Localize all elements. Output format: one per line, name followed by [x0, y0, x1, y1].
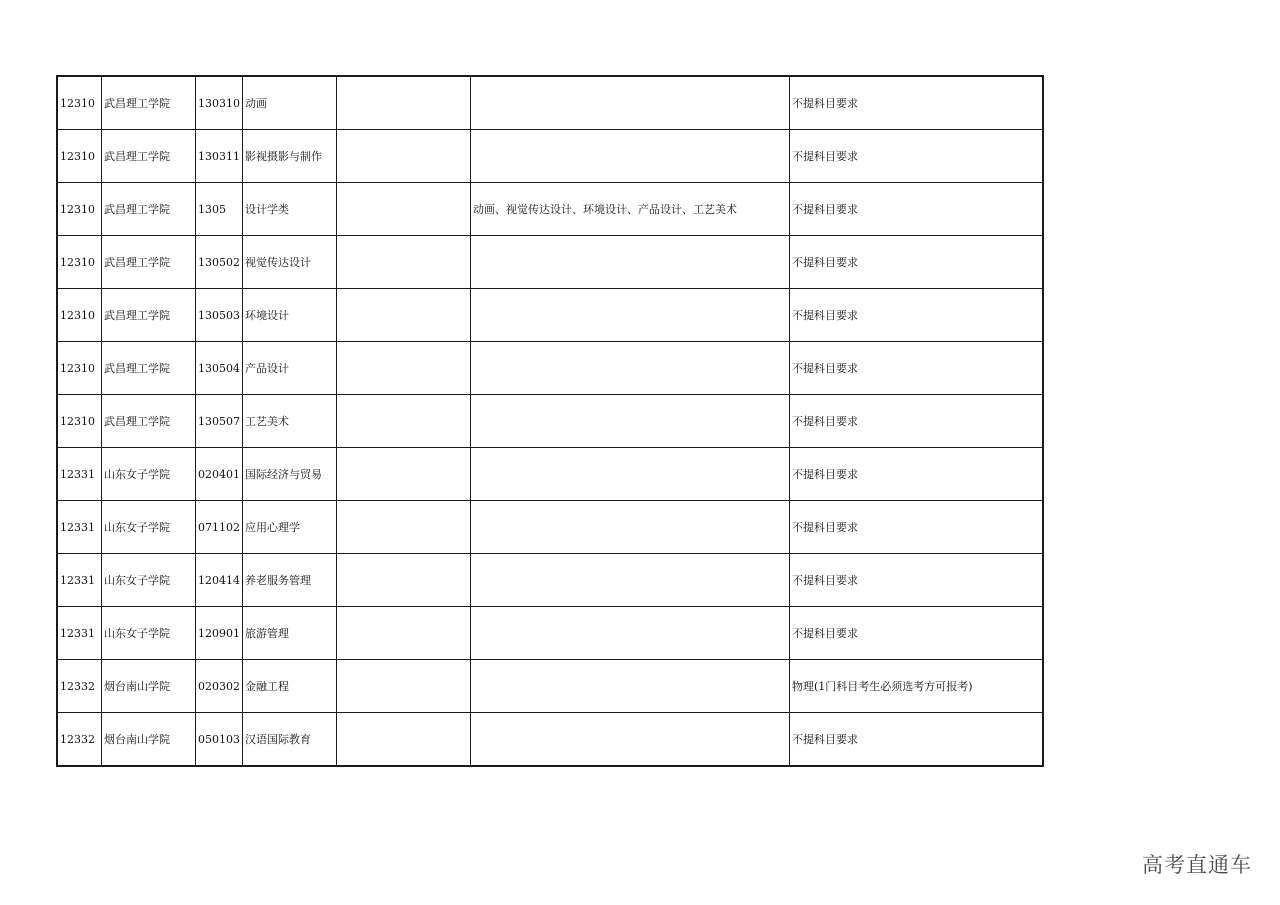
school-code-cell: 12310	[58, 77, 102, 130]
major-name-cell: 国际经济与贸易	[243, 448, 337, 501]
school-code-cell: 12310	[58, 395, 102, 448]
school-name-cell: 山东女子学院	[102, 607, 196, 660]
subject-requirement-cell: 不提科目要求	[790, 342, 1043, 395]
blank-cell	[337, 501, 471, 554]
subject-requirement-cell: 物理(1门科目考生必须选考方可报考)	[790, 660, 1043, 713]
included-majors-cell	[471, 395, 790, 448]
major-code-cell: 050103	[196, 713, 243, 766]
included-majors-cell	[471, 342, 790, 395]
school-name-cell: 武昌理工学院	[102, 342, 196, 395]
included-majors-cell: 动画、视觉传达设计、环境设计、产品设计、工艺美术	[471, 183, 790, 236]
major-code-cell: 071102	[196, 501, 243, 554]
subject-requirement-cell: 不提科目要求	[790, 713, 1043, 766]
school-name-cell: 山东女子学院	[102, 501, 196, 554]
major-name-cell: 金融工程	[243, 660, 337, 713]
school-name-cell: 武昌理工学院	[102, 183, 196, 236]
school-name-cell: 武昌理工学院	[102, 130, 196, 183]
table-row	[58, 660, 1043, 713]
school-code-cell: 12332	[58, 660, 102, 713]
school-name-cell: 武昌理工学院	[102, 395, 196, 448]
table-row	[58, 607, 1043, 660]
blank-cell	[337, 289, 471, 342]
blank-cell	[337, 342, 471, 395]
table-row	[58, 130, 1043, 183]
subject-requirement-cell: 不提科目要求	[790, 236, 1043, 289]
table-body	[58, 77, 1043, 766]
blank-cell	[337, 77, 471, 130]
included-majors-cell	[471, 554, 790, 607]
blank-cell	[337, 554, 471, 607]
school-code-cell: 12310	[58, 183, 102, 236]
major-code-cell: 120901	[196, 607, 243, 660]
school-code-cell: 12310	[58, 130, 102, 183]
subject-requirement-cell: 不提科目要求	[790, 607, 1043, 660]
school-code-cell: 12332	[58, 713, 102, 766]
subject-requirement-cell: 不提科目要求	[790, 501, 1043, 554]
school-code-cell: 12331	[58, 501, 102, 554]
major-code-cell: 130503	[196, 289, 243, 342]
subject-requirement-cell: 不提科目要求	[790, 289, 1043, 342]
major-code-cell: 130311	[196, 130, 243, 183]
subject-requirement-cell: 不提科目要求	[790, 554, 1043, 607]
table-row	[58, 289, 1043, 342]
major-code-cell: 130504	[196, 342, 243, 395]
table-row	[58, 236, 1043, 289]
school-code-cell: 12331	[58, 607, 102, 660]
major-name-cell: 应用心理学	[243, 501, 337, 554]
major-name-cell: 环境设计	[243, 289, 337, 342]
major-code-cell: 130502	[196, 236, 243, 289]
major-name-cell: 养老服务管理	[243, 554, 337, 607]
school-name-cell: 烟台南山学院	[102, 713, 196, 766]
school-code-cell: 12331	[58, 448, 102, 501]
included-majors-cell	[471, 501, 790, 554]
major-code-cell: 1305	[196, 183, 243, 236]
school-code-cell: 12310	[58, 289, 102, 342]
table-row	[58, 183, 1043, 236]
blank-cell	[337, 607, 471, 660]
major-name-cell: 视觉传达设计	[243, 236, 337, 289]
included-majors-cell	[471, 448, 790, 501]
table-row	[58, 342, 1043, 395]
school-name-cell: 武昌理工学院	[102, 289, 196, 342]
school-name-cell: 山东女子学院	[102, 448, 196, 501]
subject-requirement-cell: 不提科目要求	[790, 77, 1043, 130]
school-code-cell: 12310	[58, 342, 102, 395]
table-row	[58, 554, 1043, 607]
major-name-cell: 产品设计	[243, 342, 337, 395]
included-majors-cell	[471, 289, 790, 342]
major-code-cell: 020401	[196, 448, 243, 501]
school-name-cell: 山东女子学院	[102, 554, 196, 607]
included-majors-cell	[471, 236, 790, 289]
blank-cell	[337, 395, 471, 448]
subject-requirement-cell: 不提科目要求	[790, 395, 1043, 448]
blank-cell	[337, 713, 471, 766]
included-majors-cell	[471, 607, 790, 660]
blank-cell	[337, 130, 471, 183]
subject-requirement-cell: 不提科目要求	[790, 448, 1043, 501]
included-majors-cell	[471, 660, 790, 713]
blank-cell	[337, 236, 471, 289]
blank-cell	[337, 183, 471, 236]
major-code-cell: 120414	[196, 554, 243, 607]
major-name-cell: 影视摄影与制作	[243, 130, 337, 183]
school-name-cell: 烟台南山学院	[102, 660, 196, 713]
major-name-cell: 工艺美术	[243, 395, 337, 448]
included-majors-cell	[471, 130, 790, 183]
major-name-cell: 旅游管理	[243, 607, 337, 660]
table-row	[58, 395, 1043, 448]
major-name-cell: 汉语国际教育	[243, 713, 337, 766]
blank-cell	[337, 660, 471, 713]
major-code-cell: 020302	[196, 660, 243, 713]
major-name-cell: 动画	[243, 77, 337, 130]
watermark: 高考直通车	[1142, 853, 1252, 877]
school-code-cell: 12331	[58, 554, 102, 607]
included-majors-cell	[471, 713, 790, 766]
subject-requirement-cell: 不提科目要求	[790, 183, 1043, 236]
school-name-cell: 武昌理工学院	[102, 77, 196, 130]
school-code-cell: 12310	[58, 236, 102, 289]
table-row	[58, 501, 1043, 554]
table-row	[58, 448, 1043, 501]
table-row	[58, 77, 1043, 130]
major-requirements-table	[57, 76, 1043, 766]
major-code-cell: 130310	[196, 77, 243, 130]
school-name-cell: 武昌理工学院	[102, 236, 196, 289]
major-code-cell: 130507	[196, 395, 243, 448]
included-majors-cell	[471, 77, 790, 130]
major-name-cell: 设计学类	[243, 183, 337, 236]
subject-requirement-cell: 不提科目要求	[790, 130, 1043, 183]
table-row	[58, 713, 1043, 766]
blank-cell	[337, 448, 471, 501]
